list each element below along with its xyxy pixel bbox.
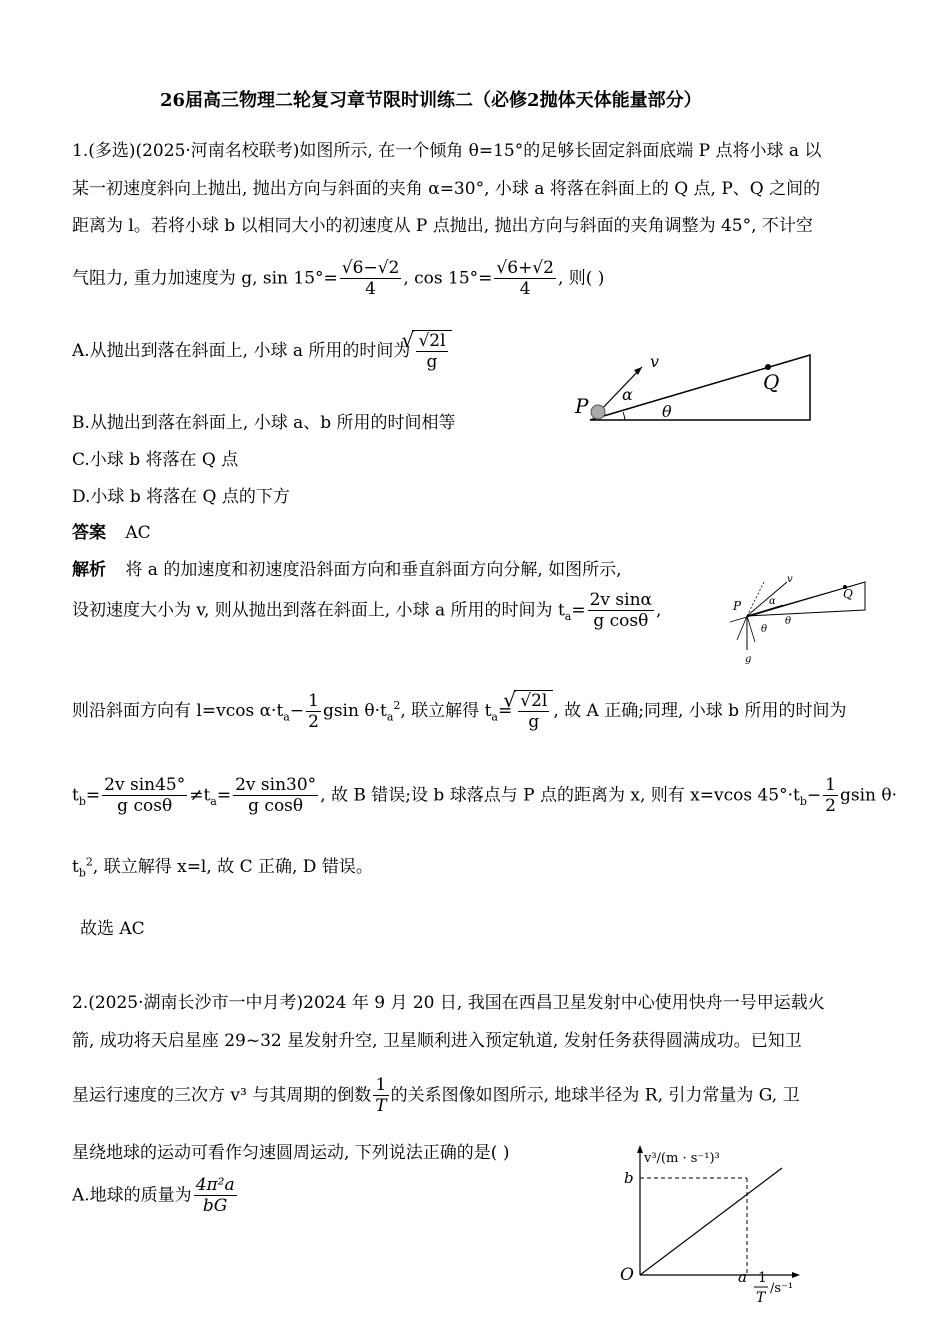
q1-option-b: B.从抛出到落在斜面上, 小球 a、b 所用的时间相等 — [72, 413, 456, 433]
fig1-label-alpha: α — [622, 385, 633, 404]
ta2-numerator: √ √2l — [520, 691, 548, 711]
analysis-line2-sub: a — [564, 609, 572, 623]
analysis-line3-sub-c: a — [491, 710, 498, 724]
mass-fraction — [194, 1175, 237, 1217]
analysis-line3-text-f: , 故 A 正确;同理, 小球 b 所用的时间为 — [553, 700, 847, 721]
q1-line4-text-c: , 则( ) — [557, 268, 605, 289]
analysis-line2-text-a: 设初速度大小为 v, 则从抛出到落在斜面上, 小球 a 所用的时间为 t — [72, 600, 565, 621]
analysis-line3-text-d: , 联立解得 t — [400, 700, 492, 721]
analysis-line3-text-e: = — [497, 700, 513, 721]
tb-fraction — [102, 775, 187, 817]
inverse-t-numerator: 1 — [373, 1075, 388, 1096]
fig2-label-alpha: α — [769, 596, 776, 607]
q2-line1: 2.(2025·湖南长沙市一中月考)2024 年 9 月 20 日, 我国在西昌卫星发射中心使用快舟一号甲运载火 — [72, 993, 825, 1013]
analysis-line2-text-c: , — [656, 600, 662, 621]
inverse-t-denominator: T — [375, 1096, 387, 1117]
incline-figure — [570, 345, 820, 430]
sin15-fraction — [340, 258, 402, 300]
half2-numerator: 1 — [825, 775, 836, 795]
ta3-numerator: 2v sin30° — [235, 775, 317, 795]
analysis-line5-text: , 联立解得 x=l, 故 C 正确, D 错误。 — [92, 857, 373, 877]
analysis-line3-text-c: gsin θ·t — [322, 700, 387, 721]
analysis-line3-sub-a: a — [283, 710, 290, 724]
fig2-label-theta-1: θ — [761, 624, 768, 635]
fig3-label-a: a — [738, 1268, 747, 1286]
tb-numerator: 2v sin45° — [104, 775, 186, 795]
analysis-line4-text-c: − — [806, 785, 822, 806]
q1-option-c: C.小球 b 将落在 Q 点 — [72, 450, 239, 470]
page-title: 26届高三物理二轮复习章节限时训练二（必修2抛体天体能量部分） — [160, 90, 702, 111]
half-denominator: 2 — [308, 711, 319, 732]
half-fraction — [306, 691, 321, 733]
fig2-label-theta-2: θ — [785, 616, 792, 627]
cos15-denominator: 4 — [519, 279, 531, 300]
q1-line4-text-b: , cos 15°= — [403, 268, 493, 289]
fig3-x-num: 1 — [758, 1270, 767, 1286]
ta3-denominator: g cosθ — [248, 796, 304, 817]
analysis-line3-sub-b: a — [386, 710, 394, 724]
half2-fraction — [823, 775, 838, 817]
analysis-line5-sub: b — [78, 866, 86, 880]
inverse-t-fraction — [373, 1075, 388, 1117]
half2-denominator: 2 — [825, 796, 836, 817]
analysis-text: 将 a 的加速度和初速度沿斜面方向和垂直斜面方向分解, 如图所示, — [125, 560, 622, 580]
fig2-label-v: v — [787, 574, 793, 585]
fig3-label-origin: O — [620, 1265, 634, 1285]
half-numerator: 1 — [308, 690, 319, 711]
ta2-fraction — [518, 691, 549, 733]
fig2-label-p: P — [733, 599, 742, 613]
answer-label: 答案 — [72, 523, 106, 543]
analysis-line2 — [72, 590, 661, 632]
analysis-line3-sup: 2 — [393, 699, 401, 713]
option-a-fraction — [416, 331, 447, 373]
mass-denominator: bG — [202, 1196, 228, 1217]
ta-fraction — [588, 590, 654, 632]
ta3-fraction — [233, 775, 318, 817]
fig3-x-unit: /s⁻¹ — [770, 1281, 794, 1296]
q2-option-a — [72, 1175, 239, 1217]
sin15-numerator: √6−√2 — [341, 258, 400, 278]
q1-line4-text-a: 气阻力, 重力加速度为 g, sin 15°= — [72, 268, 338, 289]
fig1-label-v: v — [650, 352, 660, 371]
analysis-line4-text-b: , 故 B 错误;设 b 球落点与 P 点的距离为 x, 则有 x=vcos 45°·t — [320, 785, 800, 806]
analysis-line4-neq: ≠t — [189, 785, 211, 806]
q2-line3 — [72, 1075, 800, 1117]
fig2-label-q: Q — [843, 587, 853, 601]
fig1-label-q: Q — [763, 370, 780, 394]
q1-option-d: D.小球 b 将落在 Q 点的下方 — [72, 487, 290, 507]
analysis-line5-sup: 2 — [85, 855, 93, 869]
fig3-ylabel: v³/(m · s⁻¹)³ — [644, 1151, 720, 1166]
option-a-sqrt — [412, 330, 451, 373]
q2-option-a-text: A.地球的质量为 — [72, 1185, 192, 1206]
analysis-line5-t: t — [72, 857, 79, 877]
analysis-line2-text-b: = — [571, 600, 586, 621]
sin15-denominator: 4 — [365, 279, 376, 300]
q2-line3-text-b: 的关系图像如图所示, 地球半径为 R, 引力常量为 G, 卫 — [390, 1085, 800, 1106]
analysis-line3 — [72, 690, 846, 733]
analysis-line5 — [72, 852, 373, 879]
ta-numerator: 2v sinα — [589, 590, 653, 610]
tb-denominator: g cosθ — [117, 796, 173, 817]
decomposition-figure — [725, 570, 875, 665]
analysis-line3-text-a: 则沿斜面方向有 l=vcos α·t — [72, 700, 284, 721]
fig1-label-theta: θ — [662, 402, 672, 421]
ta2-sqrt — [514, 690, 553, 733]
mass-numerator: 4π²a — [195, 1175, 235, 1195]
q1-line3: 距离为 l。若将小球 b 以相同大小的初速度从 P 点抛出, 抛出方向与斜面的夹角调整为 45°, 不计空 — [72, 216, 813, 236]
v3-graph — [610, 1140, 810, 1310]
q1-line1: 1.(多选)(2025·河南名校联考)如图所示, 在一个倾角 θ=15°的足够长固定斜面底端 P 点将小球 a 以 — [72, 141, 822, 161]
answer-value: AC — [125, 523, 151, 543]
q2-line3-text-a: 星运行速度的三次方 v³ 与其周期的倒数 — [72, 1085, 372, 1106]
conclusion: 故选 AC — [80, 919, 145, 939]
q1-option-a — [72, 330, 452, 373]
fig3-x-den: T — [756, 1290, 766, 1306]
option-a-denominator: g — [426, 352, 438, 373]
q1-line4 — [72, 258, 604, 300]
answer-row — [72, 518, 151, 543]
cos15-numerator: √6+√2 — [496, 258, 554, 278]
analysis-label: 解析 — [72, 560, 106, 580]
analysis-line4-sub-b2: b — [799, 794, 807, 808]
q2-line4: 星绕地球的运动可看作匀速圆周运动, 下列说法正确的是( ) — [72, 1143, 510, 1163]
analysis-line3-text-b: − — [289, 700, 305, 721]
q1-option-a-text: A.从抛出到落在斜面上, 小球 a 所用的时间为 — [72, 340, 411, 361]
analysis-line4-sub-b: b — [78, 794, 86, 808]
analysis-row — [72, 555, 622, 580]
analysis-line4-t: t — [72, 785, 79, 806]
analysis-line4-sub-a: a — [210, 794, 217, 808]
q1-line2: 某一初速度斜向上抛出, 抛出方向与斜面的夹角 α=30°, 小球 a 将落在斜面上的 Q 点, P、Q 之间的 — [72, 179, 821, 199]
ta-denominator: g cosθ — [593, 611, 649, 632]
q2-line2: 箭, 成功将天启星座 29~32 星发射升空, 卫星顺利进入预定轨道, 发射任务获得圆满成功。已知卫 — [72, 1031, 802, 1051]
fig1-label-p: P — [575, 394, 589, 418]
analysis-line4-text-d: gsin θ· — [839, 785, 898, 806]
option-a-numerator: √ √2l — [418, 331, 446, 351]
fig2-label-g: g — [745, 654, 752, 665]
fig3-label-b: b — [624, 1169, 634, 1187]
ta2-denominator: g — [528, 712, 540, 733]
analysis-line4: $t_b=$ $\frac{\text{2v sin45°}}{\text{g cosθ}}$ $\ne t_a=$ $\frac{\text{2v sin30°}}{\text{g cosθ}}$ , 故 B 错误;设 b 球落点与 P 点的距离为 x, 则有 x=vcos $45^\circ\cdot t_b-$ $\frac{1}{2}$ gsin θ· — [72, 775, 898, 817]
cos15-fraction — [494, 258, 556, 300]
